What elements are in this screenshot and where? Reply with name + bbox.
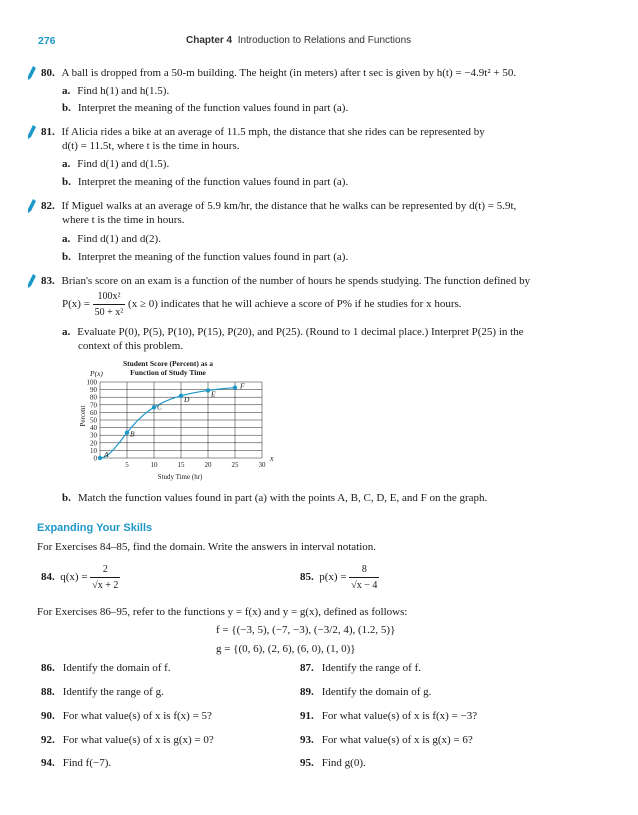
chapter-label: Chapter 4 (186, 35, 233, 46)
fraction: $\frac{2}{√x + 2}$ (92, 564, 119, 591)
exercise-item (300, 734, 473, 746)
y-tick-label: 80 (90, 393, 97, 402)
x-tick-label: 25 (231, 461, 239, 469)
x-axis-label: Study Time (hr) (157, 473, 203, 481)
part-a-line2: context of this problem. (78, 340, 184, 352)
chapter-title: Introduction to Relations and Functions (237, 35, 412, 46)
point-label: C (157, 402, 163, 412)
instructions: For Exercises 84–85, find the domain. Write the answers in interval notation. (37, 541, 377, 553)
x-tick-label: 10 (150, 461, 158, 469)
problem-number: 81. (41, 126, 55, 138)
y-axis-label: Percent (79, 405, 87, 427)
problem-number: 80. (41, 67, 55, 79)
f-definition: f = {(−3, 5), (−7, −3), (−3/2, 4), (1.2, 5)} (216, 624, 396, 636)
exercise-number: 86. (41, 662, 55, 674)
pencil-icon (28, 274, 36, 288)
exercise-item (41, 686, 164, 698)
part-a: a. Find d(1) and d(2). (62, 233, 161, 245)
x-tick-label: 5 (125, 461, 129, 469)
y-tick-label: 10 (90, 446, 97, 455)
function-definition: P(x) = $\frac{\text{100x²}}{\text{50 + x²}}$ (x ≥ 0) indicates that he will achieve a score of P% if he studies for x hours. (62, 291, 462, 318)
section-heading: Expanding Your Skills (37, 522, 153, 534)
problem-text: If Alicia rides a bike at an average of 11.5 mph, the distance that she rides can be represented by (61, 126, 485, 138)
instructions: For Exercises 86–95, refer to the functions y = f(x) and y = g(x), defined as follows: (37, 606, 408, 618)
part-b: b. Interpret the meaning of the function values found in part (a). (62, 102, 349, 114)
pencil-icon (28, 199, 36, 213)
exercise-number: 93. (300, 734, 314, 746)
problem-number: 82. (41, 200, 55, 212)
part-a: a. Evaluate P(0), P(5), P(10), P(15), P(20), and P(25). (Round to 1 decimal place.) Interpret P(25) in the (62, 326, 524, 338)
exercise-number: 92. (41, 734, 55, 746)
data-point-b (125, 430, 129, 434)
data-point-c (152, 405, 156, 409)
y-tick-label: 90 (90, 386, 97, 395)
y-axis-name: P(x) (90, 369, 103, 378)
exercise-item (300, 757, 366, 769)
point-label: D (184, 394, 190, 404)
exercise-number: 89. (300, 686, 314, 698)
problem-text: If Miguel walks at an average of 5.9 km/hr, the distance that he walks can be represented by d(t) = 5.9t, (61, 200, 517, 212)
y-tick-label: 60 (90, 408, 97, 417)
exercise-text: Identify the range of f. (321, 662, 422, 674)
problem-85: 85. p(x) = $\frac{8}{√x - 4}$ (300, 564, 378, 591)
problem-81 (41, 125, 485, 140)
point-label: A (104, 450, 109, 459)
exercise-text: For what value(s) of x is f(x) = 5? (62, 710, 212, 722)
problem-80 (41, 66, 516, 81)
exercise-number: 87. (300, 662, 314, 674)
exercise-text: For what value(s) of x is g(x) = 6? (321, 734, 473, 746)
problem-82 (41, 199, 516, 214)
point-label: E (211, 389, 216, 399)
x-axis-name: x (270, 454, 274, 463)
exercise-text: Identify the domain of g. (321, 686, 432, 698)
x-tick-label: 30 (258, 461, 266, 469)
exercise-item (41, 734, 214, 746)
part-a: a. Find d(1) and d(1.5). (62, 158, 170, 170)
exercise-item (300, 662, 421, 674)
y-tick-label: 50 (90, 416, 97, 425)
problem-83 (41, 274, 530, 289)
exercise-item (41, 710, 212, 722)
chapter-header (186, 35, 411, 46)
y-tick-label: 0 (93, 454, 97, 463)
x-tick-label: 20 (204, 461, 212, 469)
problem-text-line2: where t is the time in hours. (62, 214, 185, 226)
problem-84: 84. q(x) = $\frac{2}{√x + 2}$ (41, 564, 119, 591)
exercise-text: For what value(s) of x is g(x) = 0? (62, 734, 214, 746)
fraction: $\frac{8}{√x - 4}$ (351, 564, 378, 591)
g-definition: g = {(0, 6), (2, 6), (6, 0), (1, 0)} (216, 643, 356, 655)
data-point-f (233, 385, 237, 389)
point-label: B (130, 429, 135, 439)
exercise-number: 95. (300, 757, 314, 769)
part-b: b. Interpret the meaning of the function values found in part (a). (62, 176, 349, 188)
exercise-text: Find f(−7). (62, 757, 112, 769)
y-tick-label: 70 (90, 401, 97, 410)
data-point-a (98, 456, 102, 460)
problem-text: Brian's score on an exam is a function of the number of hours he spends studying. The function defined by (61, 275, 531, 287)
pencil-icon (28, 125, 36, 139)
chart-title: Student Score (Percent) as a (122, 359, 214, 368)
fraction: $\frac{\text{100x²}}{\text{50 + x²}}$ (94, 291, 124, 318)
pencil-icon (28, 66, 36, 80)
exercise-text: For what value(s) of x is f(x) = −3? (321, 710, 478, 722)
exercise-number: 91. (300, 710, 314, 722)
part-b: b. Match the function values found in part (a) with the points A, B, C, D, E, and F on the graph. (62, 492, 488, 504)
y-tick-label: 100 (86, 378, 97, 387)
problem-text: A ball is dropped from a 50-m building. The height (in meters) after t sec is given by h(t) = −4.9t² + 50. (61, 67, 517, 79)
part-a: a. Find h(1) and h(1.5). (62, 85, 170, 97)
score-chart (74, 355, 284, 485)
problem-text-line2: d(t) = 11.5t, where t is the time in hours. (62, 140, 240, 152)
part-b: b. Interpret the meaning of the function values found in part (a). (62, 251, 349, 263)
y-tick-label: 20 (90, 439, 97, 448)
y-tick-label: 40 (90, 424, 97, 433)
exercise-number: 88. (41, 686, 55, 698)
exercise-number: 90. (41, 710, 55, 722)
page-number: 276 (38, 35, 56, 47)
exercise-item (300, 686, 431, 698)
exercise-text: Identify the domain of f. (62, 662, 171, 674)
exercise-text: Identify the range of g. (62, 686, 164, 698)
chart-title-line2: Function of Study Time (130, 368, 206, 377)
data-point-d (179, 394, 183, 398)
exercise-item (300, 710, 477, 722)
data-point-e (206, 388, 210, 392)
exercise-item (41, 662, 171, 674)
x-tick-label: 15 (177, 461, 185, 469)
exercise-text: Find g(0). (321, 757, 366, 769)
y-tick-label: 30 (90, 431, 97, 440)
exercise-item (41, 757, 111, 769)
exercise-number: 94. (41, 757, 55, 769)
point-label: F (240, 381, 245, 391)
problem-number: 83. (41, 275, 55, 287)
